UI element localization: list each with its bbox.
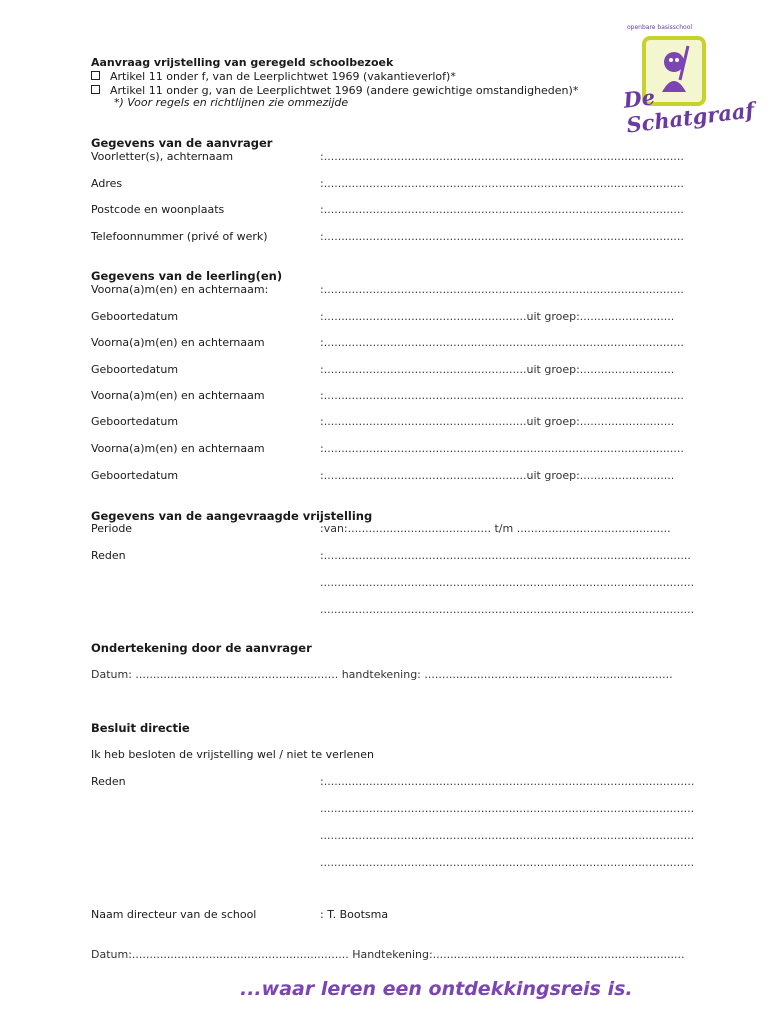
student-4-name-label: Voorna(a)m(en) en achternaam bbox=[91, 442, 265, 455]
director-signature-line[interactable]: Datum:.............................................................. Handtekening:........................................................................ bbox=[91, 948, 685, 961]
reason-field-3[interactable]: ........................................................................................................... bbox=[320, 603, 695, 616]
checkbox-icon[interactable] bbox=[91, 85, 100, 94]
director-value: : T. Bootsma bbox=[320, 908, 389, 921]
name-label: Voorletter(s), achternaam bbox=[91, 150, 234, 163]
reason-field-2[interactable]: ........................................................................................................... bbox=[320, 576, 695, 589]
checkbox-icon[interactable] bbox=[91, 71, 100, 80]
option-g-label: Artikel 11 onder g, van de Leerplichtwet 1969 (andere gewichtige omstandigheden)* bbox=[110, 84, 579, 97]
student-2-name-label: Voorna(a)m(en) en achternaam bbox=[91, 336, 265, 349]
decision-reason-field-1[interactable]: :.......................................................................................................... bbox=[320, 775, 695, 788]
student-2-birth-label: Geboortedatum bbox=[91, 363, 179, 376]
phone-label: Telefoonnummer (privé of werk) bbox=[91, 230, 268, 243]
student-1-birth-label: Geboortedatum bbox=[91, 310, 179, 323]
student-3-name-label: Voorna(a)m(en) en achternaam bbox=[91, 389, 265, 402]
director-label: Naam directeur van de school bbox=[91, 908, 257, 921]
option-f[interactable] bbox=[91, 70, 456, 83]
reason-field-1[interactable]: :......................................................................................................... bbox=[320, 549, 691, 562]
signature-line[interactable]: Datum: .......................................................... handtekening: ....................................................................... bbox=[91, 668, 673, 681]
student-4-name-field[interactable]: :....................................................................................................... bbox=[320, 442, 684, 455]
address-label: Adres bbox=[91, 177, 123, 190]
logo-small-text: openbare basisschool bbox=[627, 24, 693, 31]
form-title: Aanvraag vrijstelling van geregeld schoolbezoek bbox=[91, 56, 394, 69]
decision-statement: Ik heb besloten de vrijstelling wel / niet te verlenen bbox=[91, 748, 375, 761]
section-leerling-title: Gegevens van de leerling(en) bbox=[91, 269, 283, 283]
student-3-name-field[interactable]: :....................................................................................................... bbox=[320, 389, 684, 402]
option-f-label: Artikel 11 onder f, van de Leerplichtwet 1969 (vakantieverlof)* bbox=[110, 70, 456, 83]
decision-reason-field-4[interactable]: ........................................................................................................... bbox=[320, 856, 695, 869]
decision-reason-label: Reden bbox=[91, 775, 126, 788]
postcode-field[interactable]: :....................................................................................................... bbox=[320, 203, 684, 216]
section-vrijstelling-title: Gegevens van de aangevraagde vrijstelling bbox=[91, 509, 373, 523]
phone-field[interactable]: :....................................................................................................... bbox=[320, 230, 684, 243]
student-1-name-label: Voorna(a)m(en) en achternaam: bbox=[91, 283, 269, 296]
student-1-name-field[interactable]: :....................................................................................................... bbox=[320, 283, 684, 296]
decision-reason-field-2[interactable]: ........................................................................................................... bbox=[320, 802, 695, 815]
student-2-name-field[interactable]: :....................................................................................................... bbox=[320, 336, 684, 349]
footer-slogan: ...waar leren een ontdekkingsreis is. bbox=[240, 978, 633, 1000]
section-aanvrager-title: Gegevens van de aanvrager bbox=[91, 136, 273, 150]
period-field[interactable]: :van:......................................... t/m ............................................ bbox=[320, 522, 671, 535]
postcode-label: Postcode en woonplaats bbox=[91, 203, 225, 216]
school-logo bbox=[612, 18, 760, 138]
student-3-birth-field[interactable]: :..........................................................uit groep:........................... bbox=[320, 415, 675, 428]
address-field[interactable]: :....................................................................................................... bbox=[320, 177, 684, 190]
student-1-birth-field[interactable]: :..........................................................uit groep:........................... bbox=[320, 310, 675, 323]
period-label: Periode bbox=[91, 522, 133, 535]
reason-label: Reden bbox=[91, 549, 126, 562]
name-field[interactable]: :....................................................................................................... bbox=[320, 150, 684, 163]
student-2-birth-field[interactable]: :..........................................................uit groep:........................... bbox=[320, 363, 675, 376]
footnote: *) Voor regels en richtlijnen zie ommezijde bbox=[114, 96, 349, 109]
student-4-birth-field[interactable]: :..........................................................uit groep:........................... bbox=[320, 469, 675, 482]
student-3-birth-label: Geboortedatum bbox=[91, 415, 179, 428]
student-4-birth-label: Geboortedatum bbox=[91, 469, 179, 482]
decision-reason-field-3[interactable]: ........................................................................................................... bbox=[320, 829, 695, 842]
section-ondertekening-title: Ondertekening door de aanvrager bbox=[91, 641, 312, 655]
section-besluit-title: Besluit directie bbox=[91, 721, 190, 735]
logo-brand: De Schatgraaf bbox=[622, 84, 756, 138]
